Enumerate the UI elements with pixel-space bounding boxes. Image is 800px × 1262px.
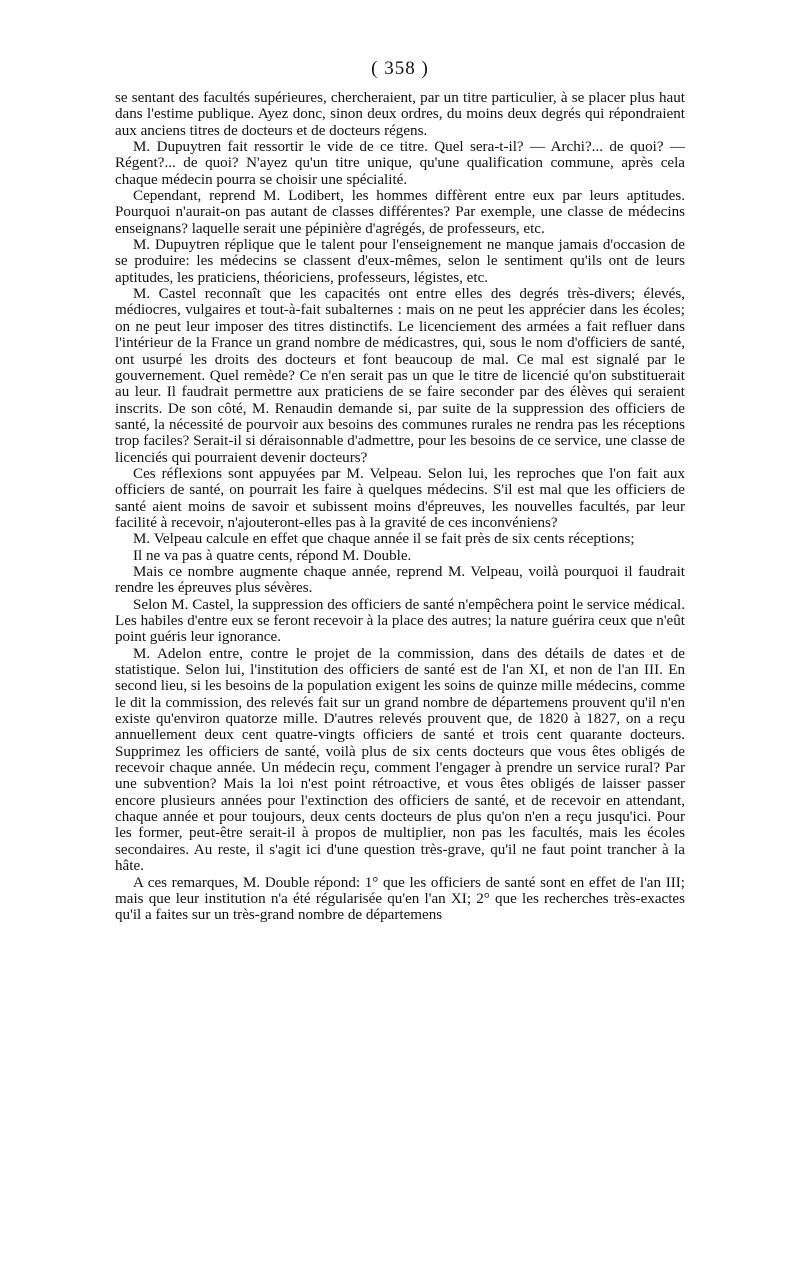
paragraph-dupuytren-title: M. Dupuytren fait ressortir le vide de ce titre. Quel sera-t-il? — Archi?... de quoi? — Régent?... de quoi? N'ayez qu'un titre unique, qu'une qualification commune, après cela chaque médecin pourra se choisir une spécialité. (115, 139, 685, 188)
paragraph-adelon: M. Adelon entre, contre le projet de la commission, dans des détails de dates et de statistique. Selon lui, l'institution des officiers de santé est de l'an XI, et non de l'an III. En second lieu, si les besoins de la population exigent les soins de quinze mille médecins, comme le dit la commission, des relevés fait sur un grand nombre de départemens prouvent qu'il n'en existe qu'environ quatorze mille. D'autres relevés prouvent que, de 1820 à 1827, on a reçu annuellement deux cent quatre-vingts officiers de santé et trois cent quarante docteurs. Supprimez les officiers de santé, voilà plus de six cents docteurs que vous êtes obligés de recevoir chaque année. Un médecin reçu, comment l'engager à prendre un service rural? Par une subvention? Mais la loi n'est point rétroactive, et vous êtes obligés de laisser passer encore plusieurs années pour l'extinction des officiers de santé, et de recevoir en attendant, chaque année et pour toujours, deux cents docteurs de plus qu'on n'en a reçu jusqu'ici. Pour les former, peut-être serait-il à propos de multiplier, non pas les facultés, mais les écoles secondaires. Au reste, il s'agit ici d'une question très-grave, qu'il ne faut point trancher à la hâte. (115, 645, 685, 875)
paragraph-castel-suppression: Selon M. Castel, la suppression des officiers de santé n'empêchera point le service médical. Les habiles d'entre eux se feront recevoir à la place des autres; la nature guérira ceux que n'eût point guéris leur ignorance. (115, 596, 685, 646)
paragraph-velpeau-calcul: M. Velpeau calcule en effet que chaque année il se fait près de six cents réceptions; (133, 531, 635, 548)
paragraph-dupuytren-reply: M. Dupuytren réplique que le talent pour l'enseignement ne manque jamais d'occasion de se produire: les médecins se classent d'eux-mêmes, selon le sentiment qu'ils ont de leurs aptitudes, les praticiens, théoriciens, professeurs, légistes, etc. (115, 237, 685, 286)
paragraph-lodibert: Cependant, reprend M. Lodibert, les hommes diffèrent entre eux par leurs aptitudes. Pourquoi n'aurait-on pas autant de classes différentes? Par exemple, une classe de médecins enseignans? laquelle serait une pépinière d'agrégés, de professeurs, etc. (115, 188, 685, 237)
paragraph-castel-renaudin: M. Castel reconnaît que les capacités ont entre elles des degrés très-divers; élevés, médiocres, vulgaires et tout-à-fait subalternes : mais on ne peut les apprécier dans les écoles; on ne peut leur imposer des titres distinctifs. Le licenciement des armées a fait refluer dans l'intérieur de la France un grand nombre de médicastres, qui, sous le nom d'officiers de santé, ont usurpé les droits des docteurs et font beaucoup de mal. Ce mal est signalé par le gouvernement. Quel remède? Ce n'en serait pas un que le titre de licencié qu'on substituerait au leur. Il faudrait permettre aux praticiens de se faire seconder par des élèves qui seraient inscrits. De son côté, M. Renaudin demande si, par suite de la suppression des officiers de santé, la nécessité de pourvoir aux besoins des communes rurales ne rendra pas les réceptions trop faciles? Serait-il si déraisonnable d'admettre, pour les besoins de ce service, une classe de licenciés qui pourraient devenir docteurs? (115, 286, 685, 466)
page-number: ( 358 ) (371, 58, 429, 79)
paragraph-double-reply: Il ne va pas à quatre cents, répond M. Double. (133, 547, 412, 564)
book-page (115, 56, 685, 924)
paragraph-double-remarques: A ces remarques, M. Double répond: 1° que les officiers de santé sont en effet de l'an III; mais que leur institution n'a été régularisée qu'en l'an XI; 2° que les recherches très-exactes qu'il a faites sur un très-grand nombre de départemens (115, 874, 685, 924)
paragraph-velpeau-reprise: Mais ce nombre augmente chaque année, reprend M. Velpeau, voilà pourquoi il faudrait rendre les épreuves plus sévères. (115, 563, 685, 597)
paragraph-continuation: se sentant des facultés supérieures, chercheraient, par un titre particulier, à se placer plus haut dans l'estime publique. Ayez donc, sinon deux ordres, du moins deux degrés qui répondraient aux anciens titres de docteurs et de docteurs régens. (115, 90, 685, 139)
paragraph-velpeau-reflexions: Ces réflexions sont appuyées par M. Velpeau. Selon lui, les reproches que l'on fait aux officiers de santé, on pourrait les faire à quelques médecins. S'il est mal que les officiers de santé aient moins de savoir et subissent moins d'épreuves, les nouvelles facultés, par leur facilité à recevoir, n'ajouteront-elles pas à la gravité de ces inconvéniens? (115, 465, 685, 531)
body-text (115, 90, 685, 924)
